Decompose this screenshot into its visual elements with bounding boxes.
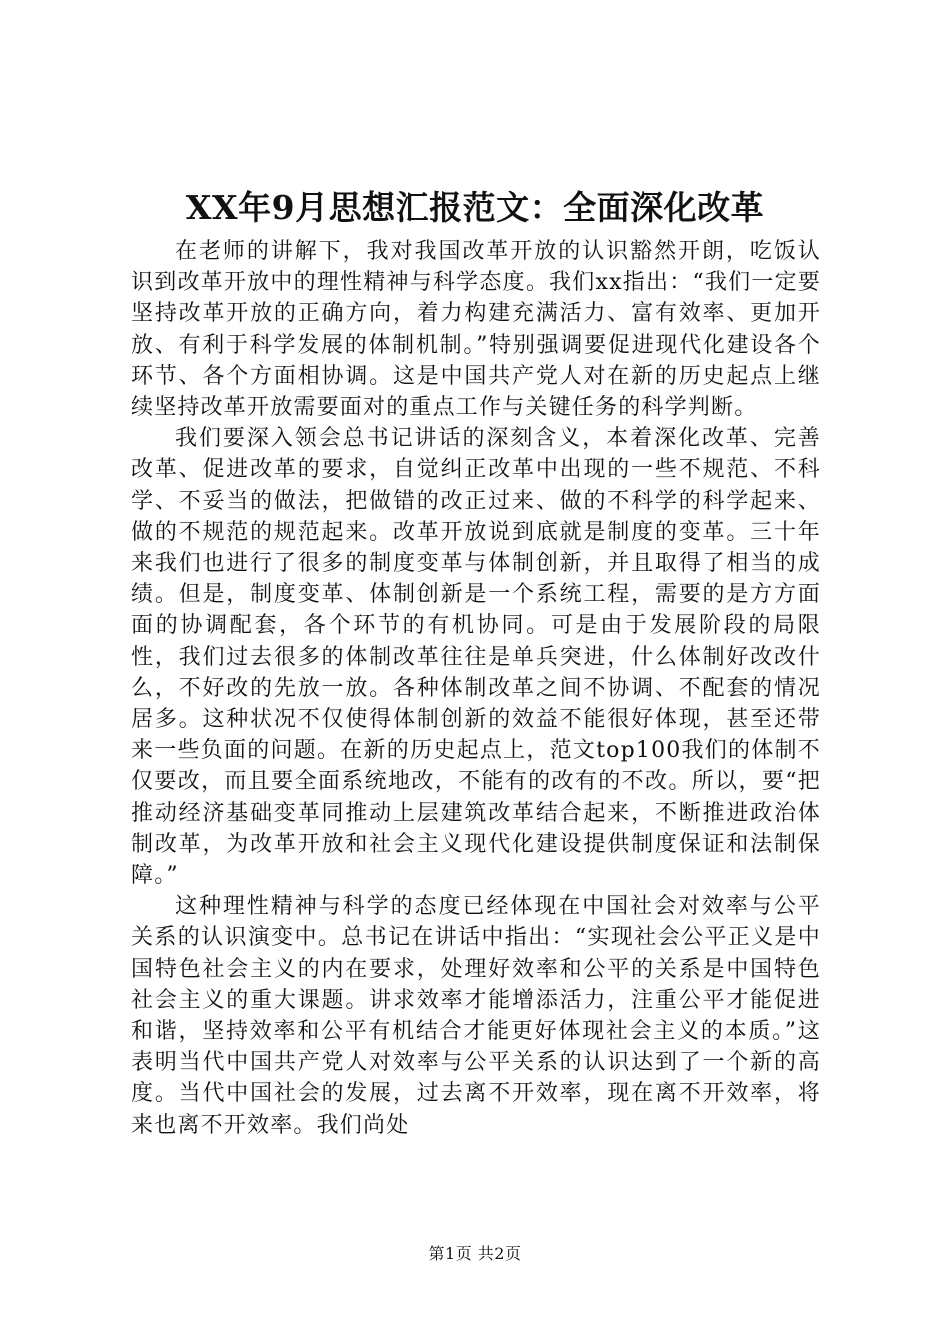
paragraph-1: 在老师的讲解下，我对我国改革开放的认识豁然开朗，吃饭认识到改革开放中的理性精神与科学态度。我们xx指出：“我们一定要坚持改革开放的正确方向，着力构建充满活力、富有效率、更加开放、有利于科学发展的体制机制。”特别强调要促进现代化建设各个环节、各个方面相协调。这是中国共产党人对在新的历史起点上继续坚持改革开放需要面对的重点工作与关键任务的科学判断。 [131, 239, 821, 421]
document-body [131, 236, 821, 1141]
page-number-footer: 第1页 共2页 [428, 1244, 522, 1263]
paragraph-3: 这种理性精神与科学的态度已经体现在中国社会对效率与公平关系的认识演变中。总书记在讲话中指出：“实现社会公平正义是中国特色社会主义的内在要求，处理好效率和公平的关系是中国特色社会主义的重大课题。讲求效率才能增添活力，注重公平才能促进和谐，坚持效率和公平有机结合才能更好体现社会主义的本质。”这表明当代中国共产党人对效率与公平关系的认识达到了一个新的高度。当代中国社会的发展，过去离不开效率，现在离不开效率，将来也离不开效率。我们尚处 [131, 894, 821, 1138]
document-title: XX年9月思想汇报范文：全面深化改革 [185, 188, 765, 227]
paragraph-2: 我们要深入领会总书记讲话的深刻含义，本着深化改革、完善改革、促进改革的要求，自觉纠正改革中出现的一些不规范、不科学、不妥当的做法，把做错的改正过来、做的不科学的科学起来、做的不规范的规范起来。改革开放说到底就是制度的变革。三十年来我们也进行了很多的制度变革与体制创新，并且取得了相当的成绩。但是，制度变革、体制创新是一个系统工程，需要的是方方面面的协调配套，各个环节的有机协同。可是由于发展阶段的局限性，我们过去很多的体制改革往往是单兵突进，什么体制好改改什么，不好改的先放一放。各种体制改革之间不协调、不配套的情况居多。这种状况不仅使得体制创新的效益不能很好体现，甚至还带来一些负面的问题。在新的历史起点上，范文top100我们的体制不仅要改，而且要全面系统地改，不能有的改有的不改。所以，要“把推动经济基础变革同推动上层建筑改革结合起来，不断推进政治体制改革，为改革开放和社会主义现代化建设提供制度保证和法制保障。” [131, 426, 821, 889]
